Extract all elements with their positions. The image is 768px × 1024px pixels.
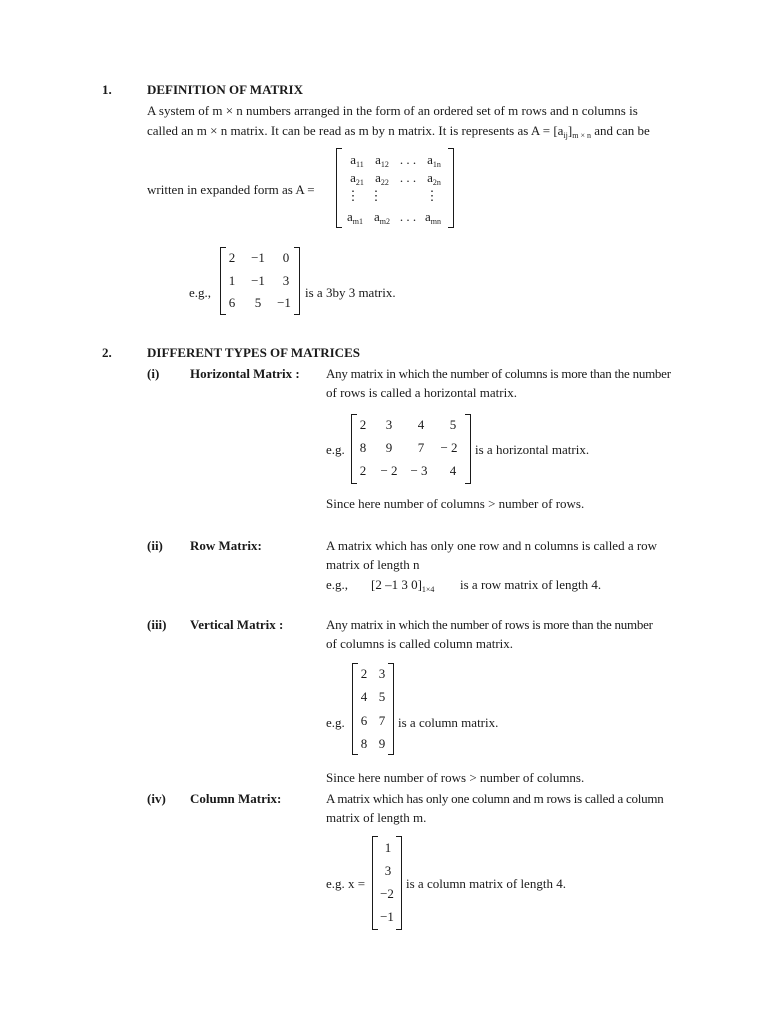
matrix-cell: −1 [251,250,265,265]
matrix-cell: $a_{1n}$ [427,152,441,169]
matrix-cell: −1 [251,273,265,288]
example-tail: is a horizontal matrix. [475,442,590,457]
matrix-cell: $a_{21}$ [350,170,364,187]
matrix-cell: 5 [378,689,386,704]
matrix-cell: $a_{m1}$ [346,209,364,226]
matrix-cell: 9 [385,440,393,455]
matrix-cell: 6 [360,713,368,728]
example-label: e.g. [326,715,345,730]
example-column-matrix [372,836,402,930]
right-bracket [396,836,402,930]
matrix-cell: $a_{m2}$ [373,209,391,226]
matrix-cell: 3 [282,273,290,288]
left-bracket [220,247,226,315]
section-title: DEFINITION OF MATRIX [147,82,304,97]
matrix-cell: 7 [378,713,386,728]
matrix-cell: 4 [449,463,457,478]
item-description: Any matrix in which the number of rows is more than the number [326,617,653,632]
left-bracket [372,836,378,930]
example-tail: is a column matrix of length 4. [406,876,566,891]
item-number: (iv) [147,791,166,806]
item-name: Row Matrix: [190,538,262,553]
matrix-cell: − 3 [410,463,428,478]
matrix-cell: $a_{mn}$ [424,209,442,226]
matrix-cell: 3 [384,863,392,878]
matrix-cell: − 2 [380,463,398,478]
example-label: e.g., [326,577,349,592]
item-name: Column Matrix: [190,791,282,806]
paragraph-line: A system of m × n numbers arranged in the form of an ordered set of m rows and n columns is [147,103,638,118]
left-bracket [336,148,342,228]
example-horizontal-matrix [351,414,471,484]
matrix-cell: 8 [359,440,367,455]
matrix-cell: 0 [282,250,290,265]
matrix-cell: 2 [359,463,367,478]
matrix-cell: 9 [378,736,386,751]
item-note: Since here number of rows > number of columns. [326,770,585,785]
matrix-cell: 2 [359,417,367,432]
section-title: DIFFERENT TYPES OF MATRICES [147,345,360,360]
matrix-cell: ⋮ [425,188,439,203]
paragraph-line: called an m × n matrix. It can be read as m by n matrix. It is represents as $A = [a_{ij}]_{m \times n}$ and can be [147,123,650,140]
matrix-cell: − 2 [440,440,458,455]
matrix-cell: ⋮ [369,188,383,203]
matrix-cell: 5 [449,417,457,432]
matrix-cell: 4 [360,689,368,704]
matrix-cell: ⋮ [346,188,360,203]
matrix-cell: 4 [417,417,425,432]
matrix-cell: . . . [399,170,417,185]
item-name: Vertical Matrix : [190,617,284,632]
item-number: (i) [147,366,160,381]
right-bracket [465,414,471,484]
example-vertical-matrix [352,663,394,755]
example-label: e.g. [326,442,345,457]
item-description: matrix of length n [326,557,420,572]
item-description: matrix of length m. [326,810,427,825]
left-bracket [352,663,358,755]
matrix-cell: $a_{2n}$ [427,170,441,187]
matrix-cell: 8 [360,736,368,751]
item-note: Since here number of columns > number of rows. [326,496,585,511]
item-description: A matrix which has only one column and m rows is called a column [326,791,664,806]
item-description: of rows is called a horizontal matrix. [326,385,517,400]
matrix-cell: . . . [399,209,417,224]
matrix-cell: 1 [384,840,392,855]
matrix-cell: $a_{12}$ [375,152,389,169]
right-bracket [388,663,394,755]
matrix-cell: $a_{11}$ [350,152,364,169]
matrix-cell: 5 [254,295,262,310]
item-description: Any matrix in which the number of columns is more than the number [326,366,671,381]
matrix-cell: 1 [228,273,236,288]
example-matrix-3x3 [220,247,300,315]
right-bracket [294,247,300,315]
matrix-cell: −1 [380,909,394,924]
matrix-cell: −2 [380,886,394,901]
item-number: (iii) [147,617,167,632]
item-description: of columns is called column matrix. [326,636,514,651]
row-matrix: [2 –1 3 $0]_{1\times 4}$ [371,577,435,594]
section-number: 1. [102,82,112,97]
example-tail: is a 3by 3 matrix. [305,285,396,300]
matrix-cell: 7 [417,440,425,455]
example-tail: is a row matrix of length 4. [460,577,602,592]
expanded-form-label: written in expanded form as A = [147,182,315,197]
general-matrix [336,148,454,228]
matrix-cell: $a_{22}$ [375,170,389,187]
matrix-cell: 2 [228,250,236,265]
item-description: A matrix which has only one row and n columns is called a row [326,538,658,553]
matrix-cell: 3 [378,666,386,681]
example-label: e.g. x = [326,876,366,891]
matrix-cell: −1 [277,295,291,310]
section-number: 2. [102,345,112,360]
item-number: (ii) [147,538,163,553]
item-name: Horizontal Matrix : [190,366,300,381]
example-tail: is a column matrix. [398,715,499,730]
left-bracket [351,414,357,484]
matrix-cell: 6 [228,295,236,310]
right-bracket [448,148,454,228]
matrix-cell: 3 [385,417,393,432]
matrix-cell: 2 [360,666,368,681]
matrix-cell: . . . [399,152,417,167]
example-label: e.g., [189,285,212,300]
